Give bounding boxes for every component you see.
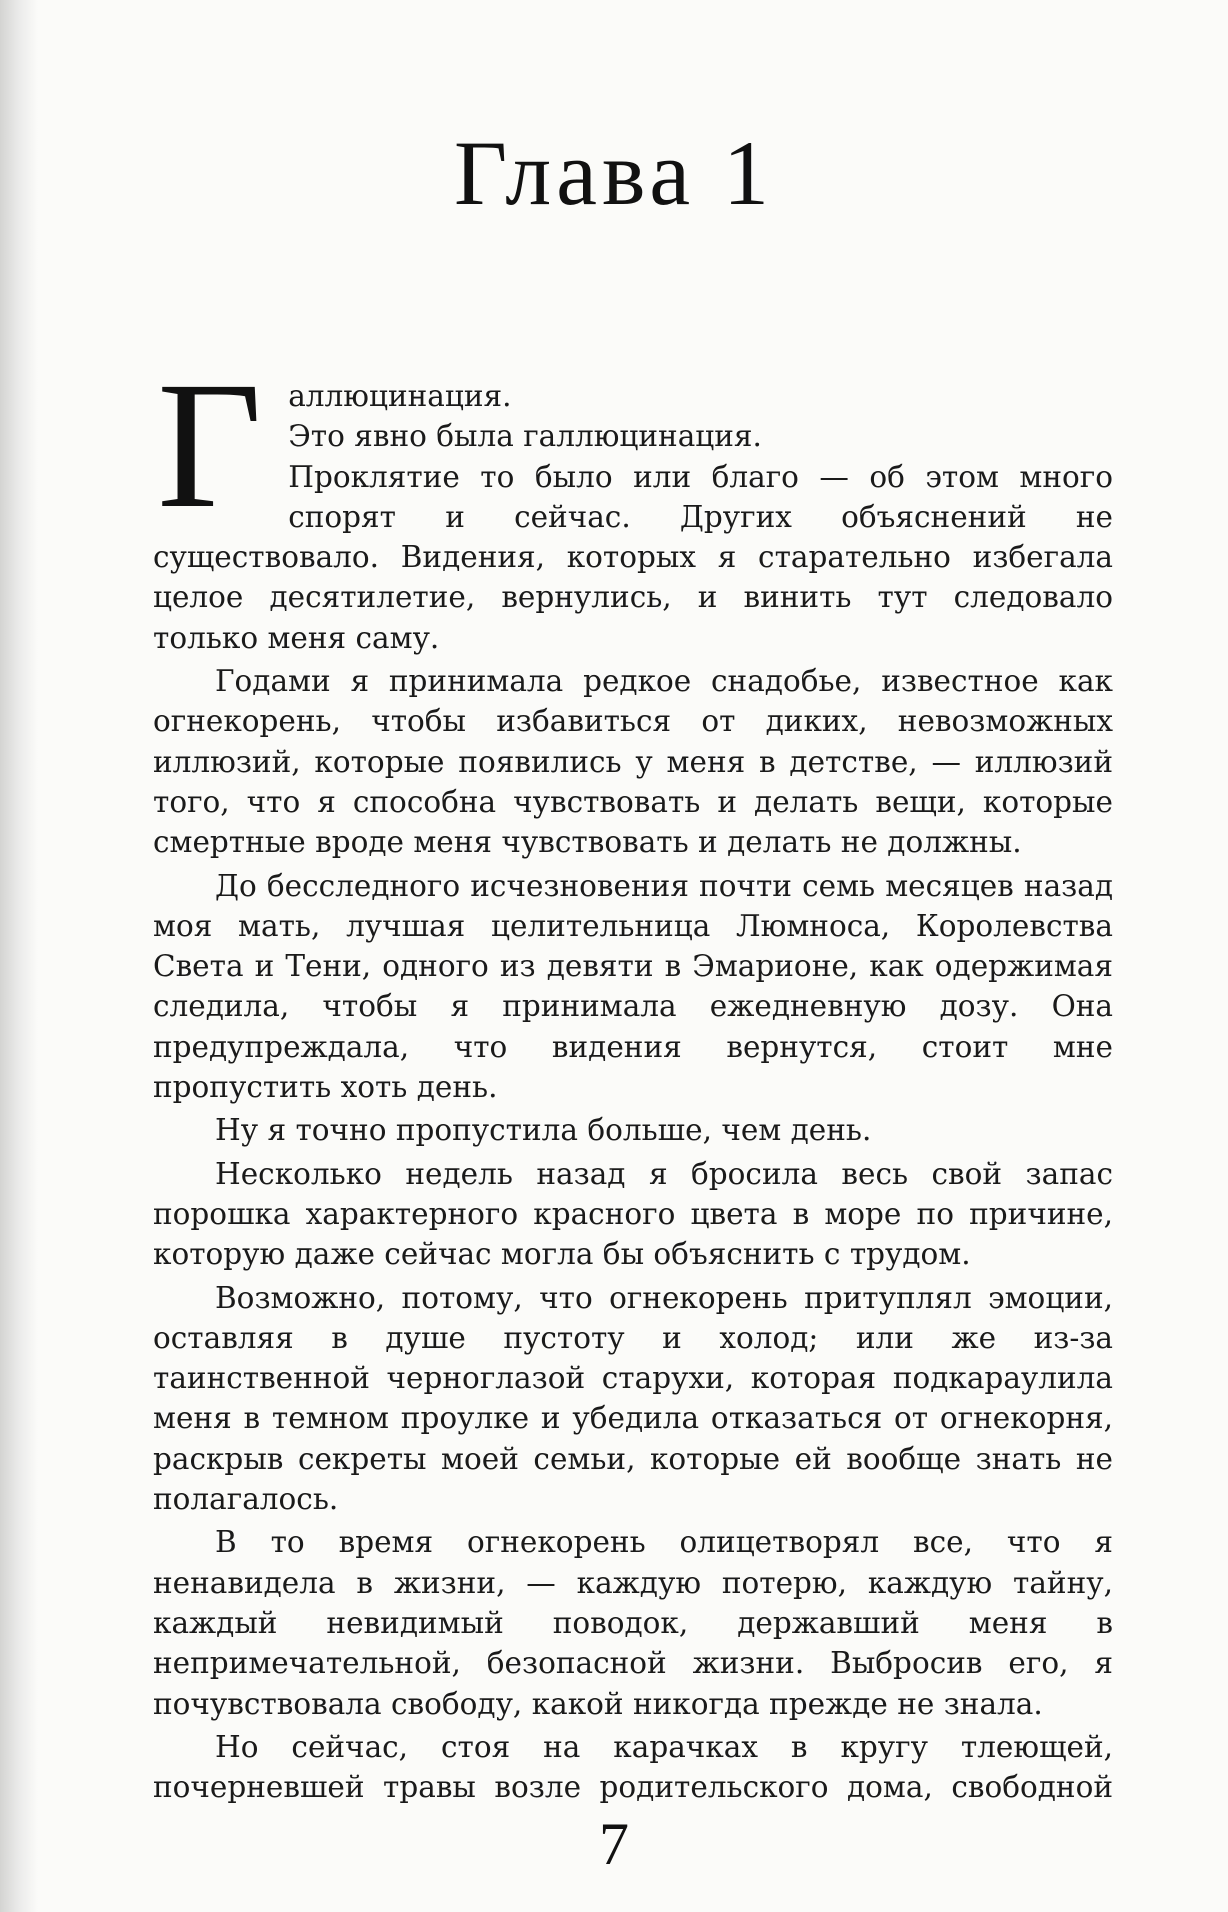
page-number: 7 (599, 1811, 629, 1877)
paragraph: Возможно, потому, что огнекорень притуплял эмоции, оставляя в душе пустоту и холод; или же из-за таинственной черноглазой старухи, которая подкараулила меня в темном проулке и убедила отказаться от огнекорня, раскрыв секреты моей семьи, которые ей вообще знать не полагалось. (153, 1280, 1113, 1517)
paragraph: До бесследного исчезновения почти семь месяцев назад моя мать, лучшая целительница Люмноса, Королевства Света и Тени, одного из девяти в Эмарионе, как одержимая следила, чтобы я принимала ежедневную дозу. Она предупреждала, что видения вернутся, стоит мне пропустить хоть день. (153, 868, 1113, 1105)
paragraph: Но сейчас, стоя на карачках в кругу тлеющей, почерневшей травы возле родительского дома, свободной (153, 1729, 1113, 1805)
body-text (153, 345, 1113, 1810)
paragraph-opening: Проклятие то было или благо — об этом много спорят и сейчас. Других объяснений не существовало. Видения, которых я старательно избегала целое десятилетие, вернулись, и винить тут следовало только меня саму. (153, 459, 1113, 655)
paragraph: В то время огнекорень олицетворял все, что я ненавидела в жизни, — каждую потерю, каждую тайну, каждый невидимый поводок, державший меня в непримечательной, безопасной жизни. Выбросив его, я почувствовала свободу, какой никогда прежде не знала. (153, 1525, 1113, 1721)
paragraph: Несколько недель назад я бросила весь свой запас порошка характерного красного цвета в море по причине, которую даже сейчас могла бы объяснить с трудом. (153, 1156, 1113, 1272)
paragraph: Ну я точно пропустила больше, чем день. (215, 1113, 872, 1148)
drop-cap: Г (157, 345, 263, 546)
opening-lines (153, 376, 1113, 457)
opening-line-2: Это явно была галлюцинация. (288, 419, 762, 454)
paragraph: Годами я принимала редкое снадобье, известное как огнекорень, чтобы избавиться от диких, невозможных иллюзий, которые появились у меня в детстве, — иллюзий того, что я способна чувствовать и делать вещи, которые смертные вроде меня чувствовать и делать не должны. (153, 664, 1113, 860)
chapter-title: Глава 1 (453, 122, 775, 224)
opening-line-1: аллюцинация. (288, 379, 512, 413)
page-spine-shadow (0, 0, 38, 1912)
